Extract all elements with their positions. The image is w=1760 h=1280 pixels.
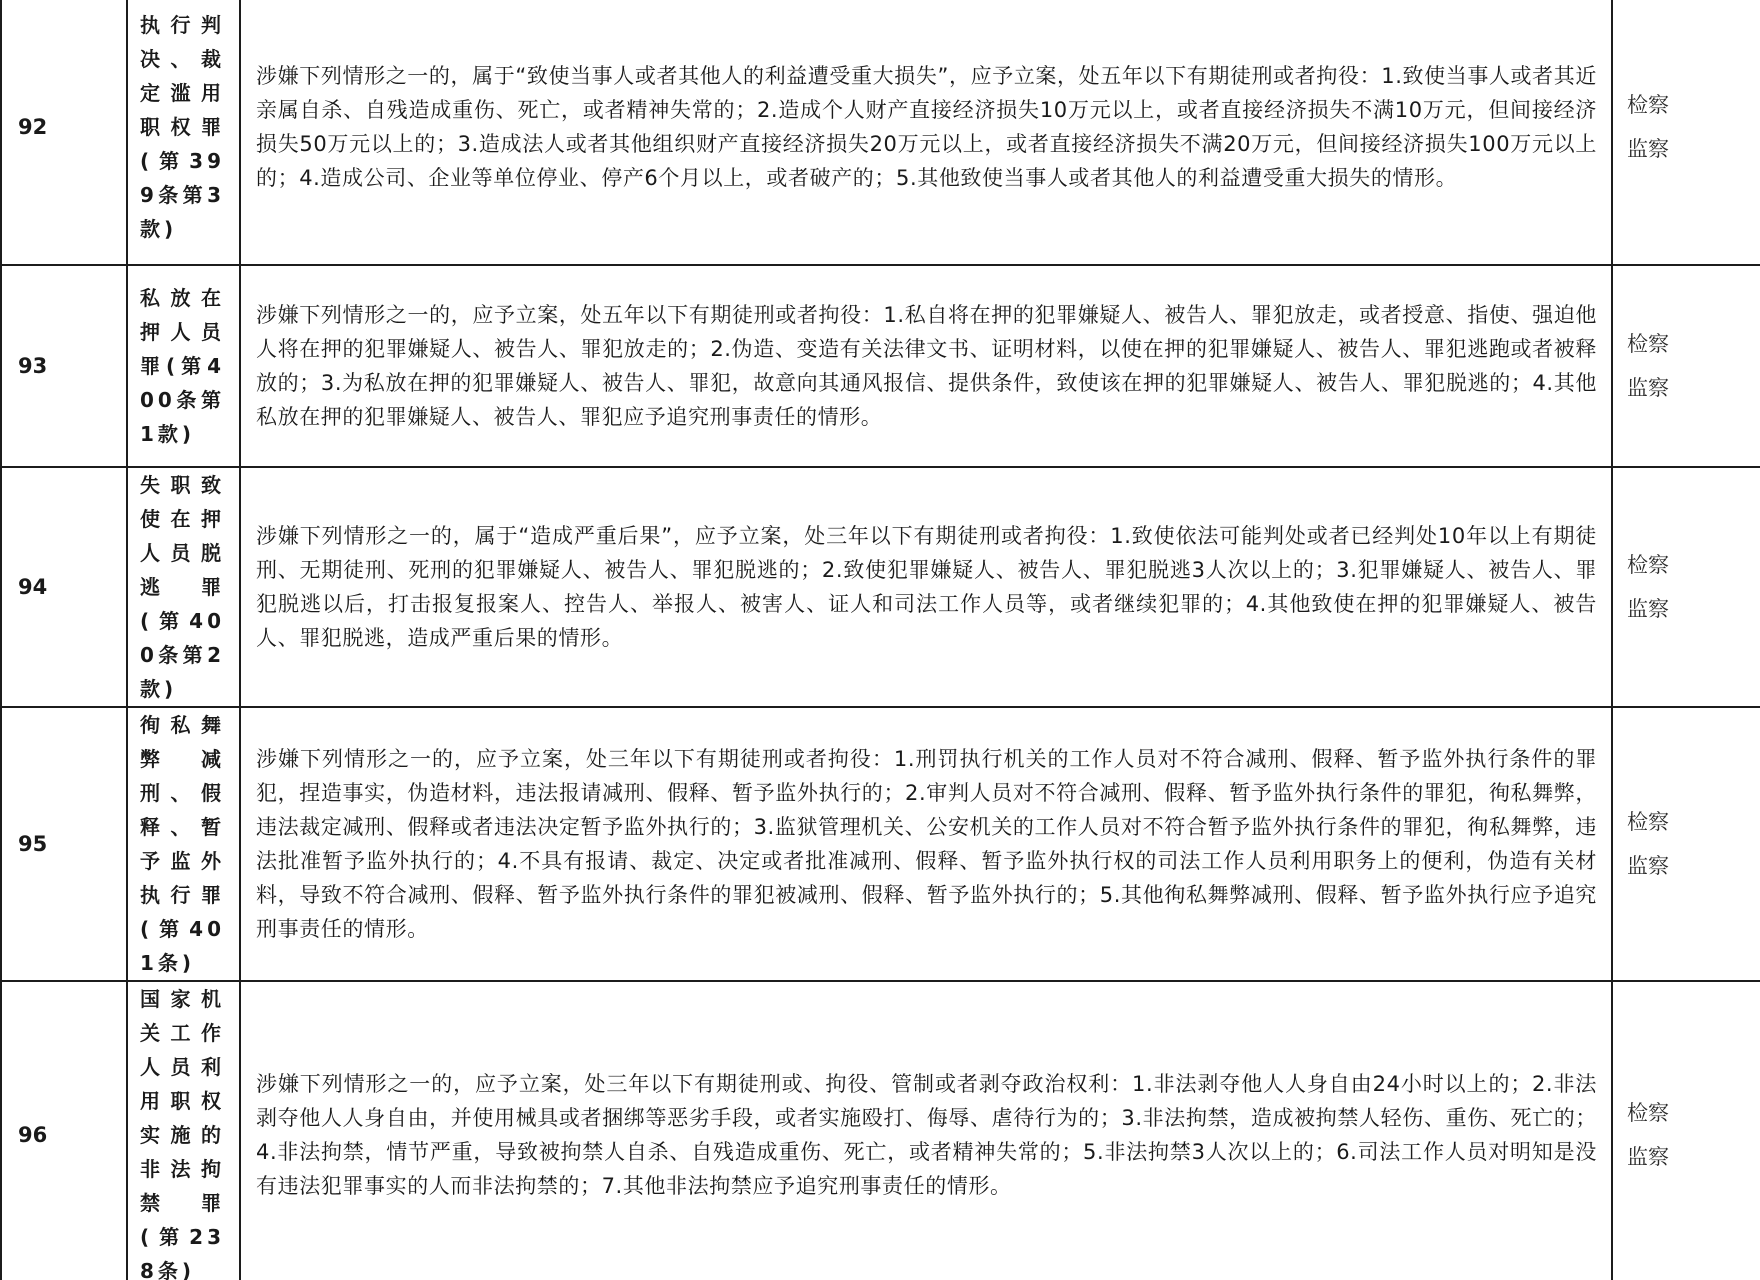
table-row (1, 265, 1760, 467)
agency-supervision: 监察 (1627, 376, 1669, 400)
agency-supervision: 监察 (1627, 854, 1669, 878)
row-number: 95 (1, 707, 127, 981)
crime-name: 执行判决、裁定滥用职权罪(第399条第3款) (127, 0, 240, 265)
handling-agency (1612, 0, 1760, 265)
filing-criteria: 涉嫌下列情形之一的，应予立案，处三年以下有期徒刑或者拘役：1.刑罚执行机关的工作人员对不符合减刑、假释、暂予监外执行条件的罪犯，捏造事实，伪造材料，违法报请减刑、假释、暂予监外执行的；2.审判人员对不符合减刑、假释、暂予监外执行条件的罪犯，徇私舞弊，违法裁定减刑、假释或者违法决定暂予监外执行的；3.监狱管理机关、公安机关的工作人员对不符合暂予监外执行条件的罪犯，徇私舞弊，违法批准暂予监外执行的；4.不具有报请、裁定、决定或者批准减刑、假释、暂予监外执行权的司法工作人员利用职务上的便利，伪造有关材料，导致不符合减刑、假释、暂予监外执行条件的罪犯被减刑、假释、暂予监外执行的；5.其他徇私舞弊减刑、假释、暂予监外执行应予追究刑事责任的情形。 (240, 707, 1612, 981)
filing-criteria: 涉嫌下列情形之一的，应予立案，处五年以下有期徒刑或者拘役：1.私自将在押的犯罪嫌疑人、被告人、罪犯放走，或者授意、指使、强迫他人将在押的犯罪嫌疑人、被告人、罪犯放走的；2.伪造、变造有关法律文书、证明材料，以使在押的犯罪嫌疑人、被告人、罪犯逃跑或者被释放的；3.为私放在押的犯罪嫌疑人、被告人、罪犯，故意向其通风报信、提供条件，致使该在押的犯罪嫌疑人、被告人、罪犯脱逃的；4.其他私放在押的犯罪嫌疑人、被告人、罪犯应予追究刑事责任的情形。 (240, 265, 1612, 467)
row-number: 96 (1, 981, 127, 1280)
row-number: 94 (1, 467, 127, 707)
row-number: 92 (1, 0, 127, 265)
filing-criteria: 涉嫌下列情形之一的，属于“致使当事人或者其他人的利益遭受重大损失”，应予立案，处五年以下有期徒刑或者拘役：1.致使当事人或者其近亲属自杀、自残造成重伤、死亡，或者精神失常的；2.造成个人财产直接经济损失10万元以上，或者直接经济损失不满10万元，但间接经济损失50万元以上的；3.造成法人或者其他组织财产直接经济损失20万元以上，或者直接经济损失不满20万元，但间接经济损失100万元以上的；4.造成公司、企业等单位停业、停产6个月以上，或者破产的；5.其他致使当事人或者其他人的利益遭受重大损失的情形。 (240, 0, 1612, 265)
agency-supervision: 监察 (1627, 597, 1669, 621)
handling-agency (1612, 265, 1760, 467)
agency-procuratorate: 检察 (1627, 553, 1669, 577)
agency-supervision: 监察 (1627, 1145, 1669, 1169)
crime-name: 国家机关工作人员利用职权实施的非法拘禁罪(第238条) (127, 981, 240, 1280)
handling-agency (1612, 707, 1760, 981)
filing-criteria: 涉嫌下列情形之一的，应予立案，处三年以下有期徒刑或、拘役、管制或者剥夺政治权利：1.非法剥夺他人人身自由24小时以上的；2.非法剥夺他人人身自由，并使用械具或者捆绑等恶劣手段，或者实施殴打、侮辱、虐待行为的；3.非法拘禁，造成被拘禁人轻伤、重伤、死亡的；4.非法拘禁，情节严重，导致被拘禁人自杀、自残造成重伤、死亡，或者精神失常的；5.非法拘禁3人次以上的；6.司法工作人员对明知是没有违法犯罪事实的人而非法拘禁的；7.其他非法拘禁应予追究刑事责任的情形。 (240, 981, 1612, 1280)
agency-procuratorate: 检察 (1627, 332, 1669, 356)
agency-procuratorate: 检察 (1627, 1101, 1669, 1125)
crime-name: 私放在押人员罪(第400条第1款) (127, 265, 240, 467)
crime-name: 徇私舞弊减刑、假释、暂予监外执行罪(第401条) (127, 707, 240, 981)
agency-procuratorate: 检察 (1627, 810, 1669, 834)
handling-agency (1612, 981, 1760, 1280)
agency-supervision: 监察 (1627, 137, 1669, 161)
row-number: 93 (1, 265, 127, 467)
table-row (1, 0, 1760, 265)
table-row (1, 981, 1760, 1280)
crime-name: 失职致使在押人员脱逃罪(第400条第2款) (127, 467, 240, 707)
agency-procuratorate: 检察 (1627, 93, 1669, 117)
filing-criteria: 涉嫌下列情形之一的，属于“造成严重后果”，应予立案，处三年以下有期徒刑或者拘役：1.致使依法可能判处或者已经判处10年以上有期徒刑、无期徒刑、死刑的犯罪嫌疑人、被告人、罪犯脱逃的；2.致使犯罪嫌疑人、被告人、罪犯脱逃3人次以上的；3.犯罪嫌疑人、被告人、罪犯脱逃以后，打击报复报案人、控告人、举报人、被害人、证人和司法工作人员等，或者继续犯罪的；4.其他致使在押的犯罪嫌疑人、被告人、罪犯脱逃，造成严重后果的情形。 (240, 467, 1612, 707)
table-row (1, 467, 1760, 707)
handling-agency (1612, 467, 1760, 707)
table-row (1, 707, 1760, 981)
